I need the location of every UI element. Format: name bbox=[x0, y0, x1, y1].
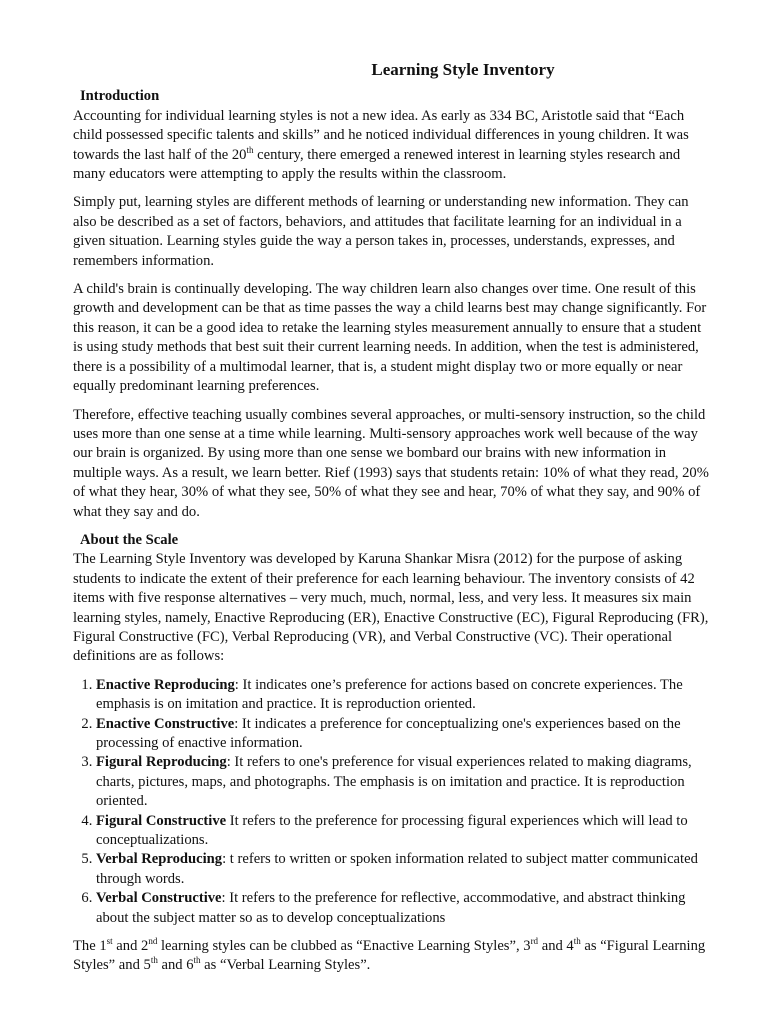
closing-superscript: nd bbox=[148, 936, 158, 947]
document-page bbox=[73, 58, 713, 985]
closing-superscript: th bbox=[150, 955, 158, 966]
intro-paragraph-4: Therefore, effective teaching usually combines several approaches, or multi-sensory instruction, so the child uses more than one sense at a time while learning. Multi-sensory approaches work well because of the way our brain is organized. By using more than one sense we bombard our brains with new information in multiple ways. As a result, we learn better. Rief (1993) says that students retain: 10% of what they read, 20% of what they hear, 30% of what they see, 50% of what they see and hear, 70% of what they say, and 90% of what they say and do. bbox=[73, 406, 709, 520]
closing-text: and 2 bbox=[112, 938, 149, 955]
list-item-term: Verbal Reproducing bbox=[96, 851, 223, 868]
intro-paragraph-3: A child's brain is continually developing. The way children learn also changes over time. One result of this growth and development can be that as time passes the way a child learns best may change significantly. For this reason, it can be a good idea to retake the learning styles measurement annually to ensure that a student is using study methods that best suit their current learning needs. In addition, when the test is administered, there is a possibility of a multimodal learner, that is, a student might display two or more equally or near equally predominant learning preferences. bbox=[73, 281, 707, 395]
list-item-term: Verbal Constructive bbox=[96, 890, 222, 907]
list-item bbox=[96, 715, 713, 754]
intro-p1-text-b: century, there emerged a renewed interest in learning styles research and many educators were attempting to apply the results within the classroom. bbox=[73, 146, 681, 183]
list-item-separator: : bbox=[221, 890, 226, 907]
list-item-separator: : bbox=[222, 851, 227, 868]
list-item bbox=[96, 850, 713, 889]
closing-text: learning styles can be clubbed as “Enactive Learning Styles”, 3 bbox=[157, 938, 531, 955]
closing-paragraph bbox=[73, 937, 713, 976]
section-heading-about-scale: About the Scale bbox=[80, 531, 179, 548]
closing-superscript: rd bbox=[530, 936, 539, 947]
list-item-separator: : bbox=[234, 715, 239, 732]
intro-paragraph-2: Simply put, learning styles are different methods of learning or understanding new information. They can also be described as a set of factors, behaviors, and attitudes that facilitate learning for an individual in a given situation. Learning styles guide the way a person takes in, processes, understands, expresses, and remembers information. bbox=[73, 194, 689, 269]
closing-text: as “Figural Learning Styles” and 5 bbox=[73, 938, 706, 974]
list-item-text: It refers to the preference for reflective, accommodative, and abstract thinking about the subject matter so as to develop conceptualizations bbox=[96, 890, 686, 926]
document-title: Learning Style Inventory bbox=[371, 60, 555, 79]
list-item-term: Figural Reproducing bbox=[96, 754, 227, 771]
list-item bbox=[96, 812, 713, 851]
section-heading-introduction: Introduction bbox=[80, 88, 160, 105]
closing-text: as “Verbal Learning Styles”. bbox=[200, 957, 371, 974]
learning-styles-list bbox=[73, 676, 713, 928]
closing-superscript: st bbox=[106, 936, 113, 947]
list-item-separator: : bbox=[226, 754, 231, 771]
closing-text: The 1 bbox=[73, 938, 107, 955]
list-item-term: Figural Constructive bbox=[96, 812, 227, 829]
list-item bbox=[96, 753, 713, 811]
list-item-text: It refers to the preference for processing figural experiences which will lead to conceptualizations. bbox=[96, 812, 688, 849]
list-item-term: Enactive Reproducing bbox=[96, 676, 235, 693]
list-item-text: It refers to one's preference for visual experiences related to making diagrams, charts, pictures, maps, and photographs. The emphasis is on imitation and practice. It is reproduction oriented. bbox=[96, 754, 692, 810]
list-item-term: Enactive Constructive bbox=[96, 715, 235, 732]
list-item-text: t refers to written or spoken information related to subject matter communicated through words. bbox=[96, 851, 698, 887]
intro-p1-text-a: Accounting for individual learning styles is not a new idea. As early as 334 BC, Aristotle said that “Each child possessed specific talents and skills” and he noticed individual differences in young children. It was towards the last half of the 20 bbox=[73, 107, 689, 163]
closing-superscript: th bbox=[573, 936, 581, 947]
closing-text: and 4 bbox=[538, 938, 574, 955]
list-item-text: It indicates one’s preference for actions based on concrete experiences. The emphasis is on imitation and practice. It is reproduction oriented. bbox=[96, 676, 683, 713]
intro-paragraph-1 bbox=[73, 107, 713, 185]
closing-superscript: th bbox=[193, 955, 201, 966]
list-item-separator: : bbox=[234, 676, 239, 693]
list-item bbox=[96, 676, 713, 715]
closing-text: and 6 bbox=[157, 957, 194, 974]
list-item-text: It indicates a preference for conceptualizing one's experiences based on the processing of enactive information. bbox=[96, 715, 681, 751]
intro-p1-superscript: th bbox=[246, 144, 254, 155]
list-item bbox=[96, 889, 713, 928]
about-scale-paragraph: The Learning Style Inventory was developed by Karuna Shankar Misra (2012) for the purpose of asking students to indicate the extent of their preference for each learning behaviour. The inventory consists of 42 items with five response alternatives – very much, much, normal, less, and very less. It measures six main learning styles, namely, Enactive Reproducing (ER), Enactive Constructive (EC), Figural Reproducing (FR), Figural Constructive (FC), Verbal Reproducing (VR), and Verbal Constructive (VC). Their operational definitions are as follows: bbox=[73, 551, 709, 665]
